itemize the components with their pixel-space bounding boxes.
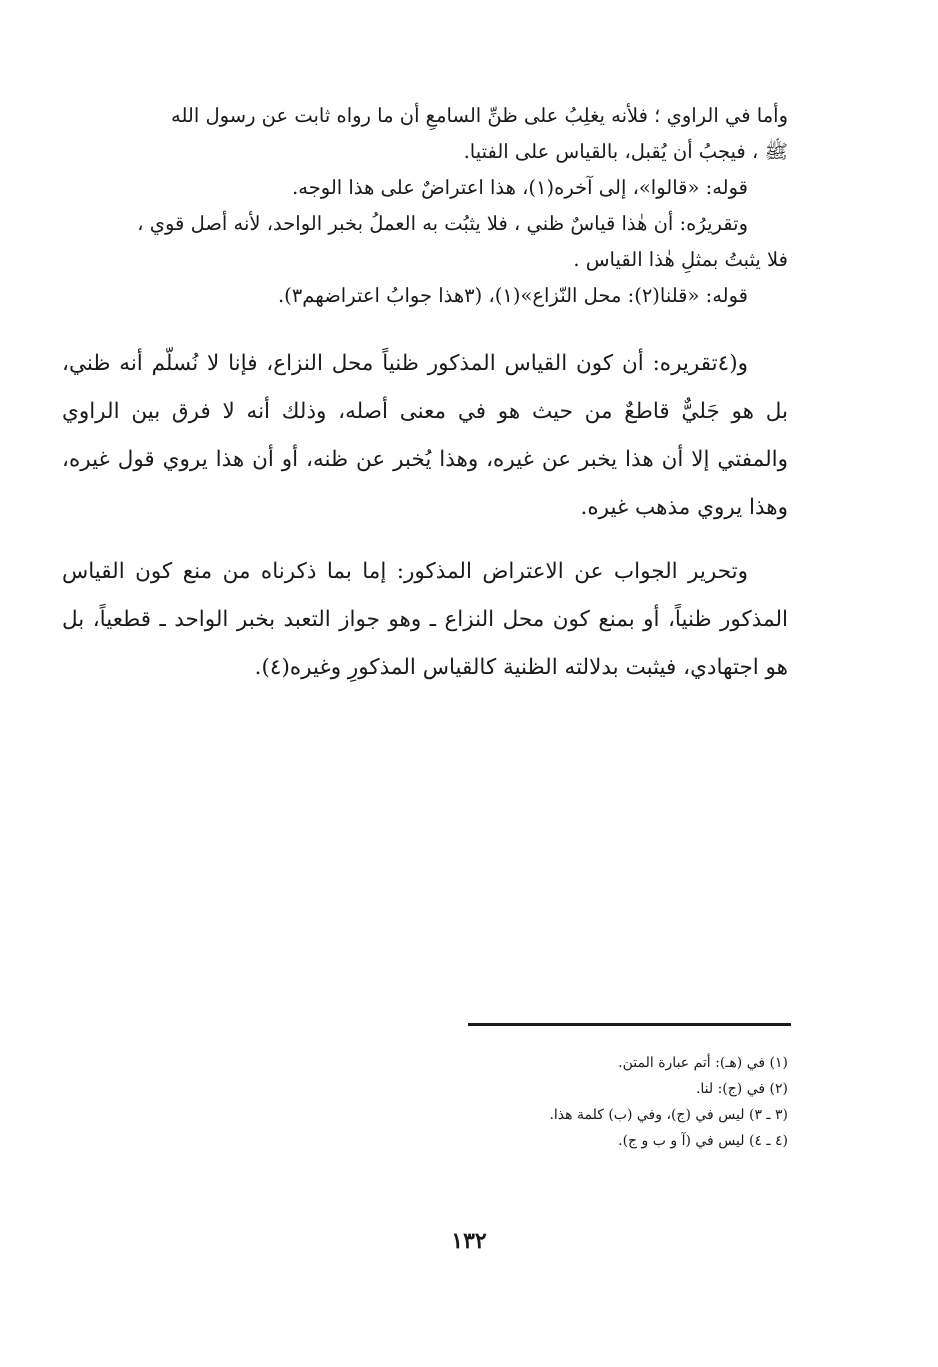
paragraph-block-b <box>62 340 788 532</box>
paragraph-text: و(٤تقريره: أن كون القياس المذكور ظنياً محل النزاع، فإنا لا نُسلّم أنه ظني، بل هو جَليٌّ قاطعٌ من حيث هو في معنى أصله، وذلك أنه لا فرق بين الراوي والمفتي إلا أن هذا يخبر عن غيره، وهذا يُخبر عن ظنه، أو أن هذا يروي قول غيره، وهذا يروي مذهب غيره. <box>62 351 788 520</box>
text-line: وتقريرُه: أن هٰذا قياسٌ ظني ، فلا يثبُت به العملُ بخبر الواحد، لأنه أصل قوي ، <box>137 212 748 235</box>
main-text <box>62 98 788 692</box>
text-line: ﷺ ، فيجبُ أن يُقبل، بالقياس على الفتيا. <box>463 140 788 163</box>
text-line: وأما في الراوي ؛ فلأنه يغلِبُ على ظنِّ السامعِ أن ما رواه ثابت عن رسول الله <box>171 104 788 127</box>
paragraph <box>62 548 788 692</box>
text-line: فلا يثبتُ بمثلِ هٰذا القياس . <box>573 248 788 271</box>
paragraph-block-c <box>62 548 788 692</box>
footnote: (٣ ـ ٣) ليس في (ج)، وفي (ب) كلمة هذا. <box>549 1107 788 1123</box>
footnote: (٤ ـ ٤) ليس في (آ و ب و ج). <box>618 1133 788 1149</box>
footnote-divider <box>468 1023 791 1026</box>
footnotes <box>428 1050 788 1154</box>
text-line: قوله: «قلنا(٢): محل النّزاع»(١)، (٣هذا جوابُ اعتراضهم٣). <box>277 284 748 307</box>
paragraph <box>62 340 788 532</box>
text-line: قوله: «قالوا»، إلى آخره(١)، هذا اعتراضٌ على هذا الوجه. <box>292 176 748 199</box>
footnote: (١) في (هـ): أتم عبارة المتن. <box>618 1055 788 1071</box>
footnote: (٢) في (ج): لنا. <box>695 1081 788 1097</box>
paragraph-text: وتحرير الجواب عن الاعتراض المذكور: إما بما ذكرناه من منع كون القياس المذكور ظنياً، أو بمنع كون محل النزاع ـ وهو جواز التعبد بخبر الواحد ـ قطعياً، بل هو اجتهادي، فيثبت بدلالته الظنية كالقياس المذكورِ وغيره(٤). <box>62 559 788 680</box>
paragraph-block-a <box>62 98 788 314</box>
page-number: ١٣٢ <box>451 1228 487 1254</box>
